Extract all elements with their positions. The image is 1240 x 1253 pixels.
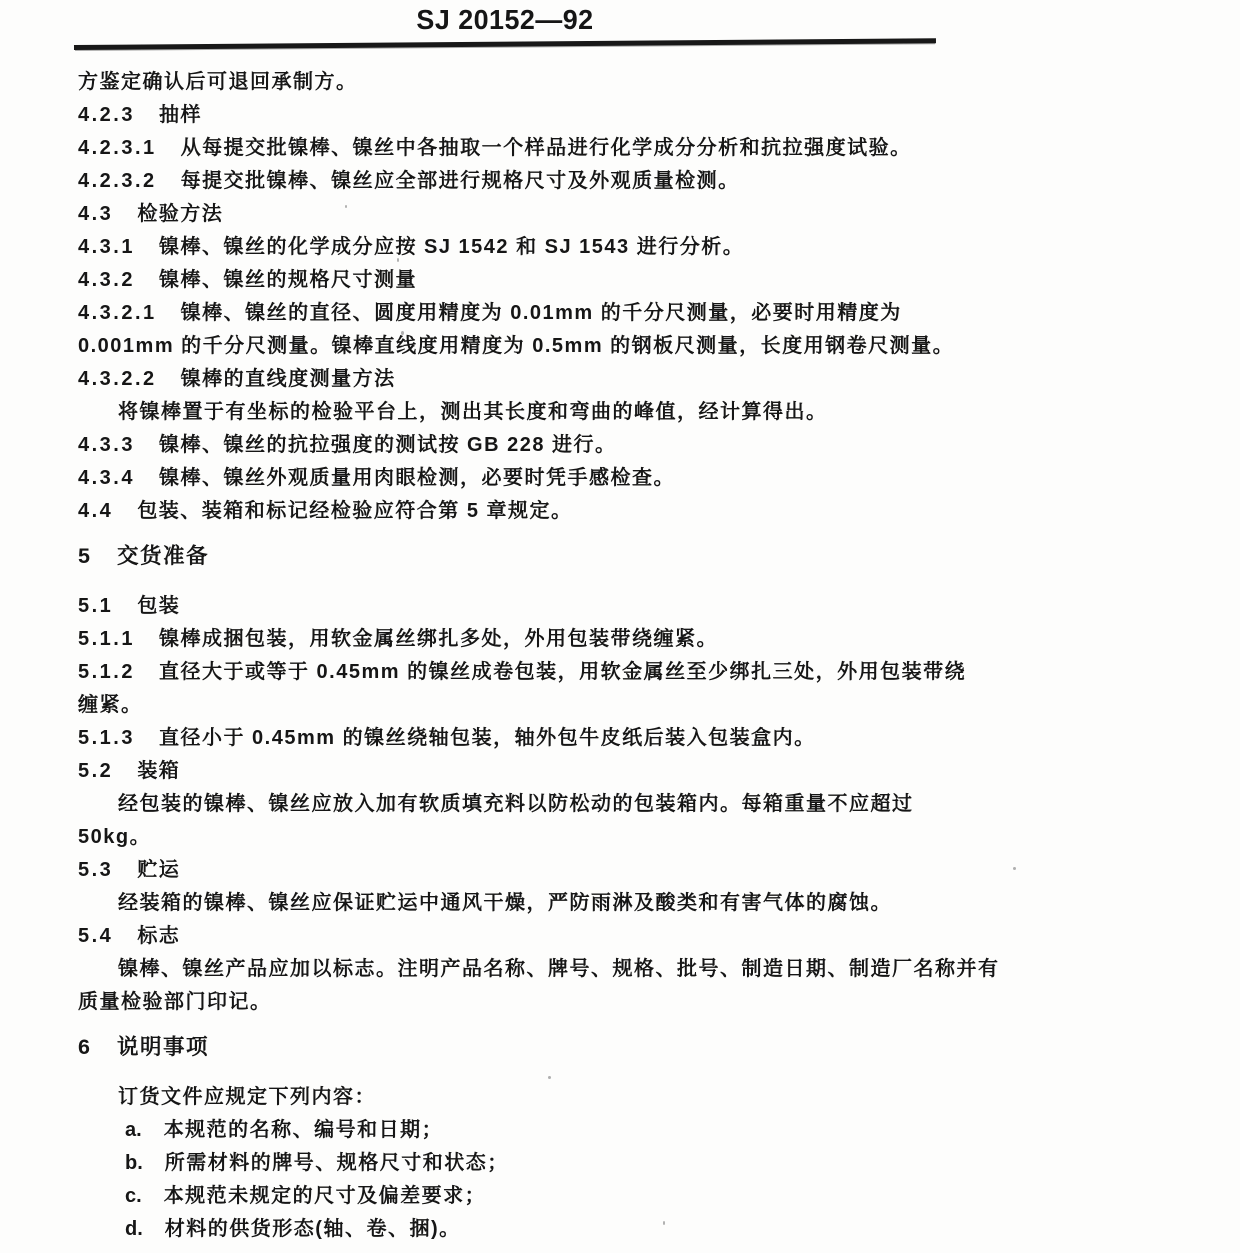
- scan-speck: [345, 205, 347, 208]
- section-number: 5: [78, 544, 90, 568]
- line-text: 包装、装箱和标记经检验应符合第 5 章规定。: [137, 500, 573, 522]
- section-number: 5.4: [78, 925, 114, 947]
- text-line: [78, 788, 978, 821]
- doc-number: SJ 20152—92: [416, 4, 594, 35]
- line-text: 材料的供货形态(轴、卷、捆)。: [164, 1218, 461, 1240]
- text-line: [78, 1081, 978, 1114]
- line-text: 方鉴定确认后可退回承制方。: [78, 71, 358, 93]
- text-line: [78, 722, 978, 755]
- line-text: 检验方法: [137, 203, 224, 225]
- text-line: [78, 755, 978, 788]
- text-line: [78, 231, 978, 264]
- text-line: [78, 821, 978, 854]
- line-text: 贮运: [137, 859, 181, 881]
- line-text: 镍棒的直线度测量方法: [180, 368, 396, 390]
- section-number: 4.4: [78, 500, 114, 522]
- line-text: 缠紧。: [78, 694, 143, 716]
- line-text: 镍棒、镍丝的化学成分应按 SJ 1542 和 SJ 1543 进行分析。: [158, 236, 745, 258]
- section-number: 4.3: [78, 203, 114, 225]
- text-line: [78, 689, 978, 722]
- section-number: 6: [78, 1035, 90, 1059]
- line-text: 镍棒、镍丝外观质量用肉眼检测，必要时凭手感检查。: [158, 467, 675, 489]
- line-text: 镍棒、镍丝的直径、圆度用精度为 0.01mm 的千分尺测量，必要时用精度为: [180, 302, 902, 324]
- section-number: 5.1.1: [78, 628, 135, 650]
- text-line: [78, 429, 978, 462]
- text-line: [78, 1180, 978, 1213]
- text-line: [78, 623, 978, 656]
- line-text: 直径小于 0.45mm 的镍丝绕轴包装，轴外包牛皮纸后装入包装盒内。: [158, 727, 816, 749]
- section-number: 4.3.2: [78, 269, 135, 291]
- document-body: [78, 66, 1000, 1246]
- text-line: [78, 1031, 978, 1064]
- line-text: 标志: [137, 925, 181, 947]
- section-number: 4.2.3: [78, 104, 135, 126]
- section-number: b.: [125, 1152, 143, 1174]
- text-line: [78, 495, 978, 528]
- section-number: 5.1: [78, 595, 114, 617]
- line-text: 镍棒、镍丝的规格尺寸测量: [158, 269, 417, 291]
- scan-speck: [1013, 867, 1016, 870]
- text-line: [78, 540, 978, 573]
- text-line: [78, 854, 978, 887]
- line-text: 镍棒成捆包装，用软金属丝绑扎多处，外用包装带绕缠紧。: [158, 628, 718, 650]
- section-number: 5.2: [78, 760, 114, 782]
- line-text: 本规范的名称、编号和日期；: [163, 1119, 444, 1141]
- line-text: 订货文件应规定下列内容：: [118, 1086, 376, 1108]
- header-rule: [74, 38, 936, 50]
- line-text: 经包装的镍棒、镍丝应放入加有软质填充料以防松动的包装箱内。每箱重量不应超过: [118, 793, 914, 815]
- section-number: a.: [125, 1119, 142, 1141]
- text-line: [78, 462, 978, 495]
- line-text: 镍棒、镍丝产品应加以标志。注明产品名称、牌号、规格、批号、制造日期、制造厂名称并有: [118, 958, 1000, 980]
- section-number: 5.1.2: [78, 661, 135, 683]
- text-line: [78, 363, 978, 396]
- line-text: 质量检验部门印记。: [78, 991, 272, 1013]
- line-text: 将镍棒置于有坐标的检验平台上，测出其长度和弯曲的峰值，经计算得出。: [118, 401, 828, 423]
- text-line: [78, 132, 978, 165]
- text-line: [78, 920, 978, 953]
- line-text: 抽样: [158, 104, 202, 126]
- line-text: 包装: [137, 595, 181, 617]
- text-line: [78, 297, 978, 330]
- section-number: 4.3.2.1: [78, 302, 157, 324]
- text-line: [78, 1114, 978, 1147]
- text-line: [78, 396, 978, 429]
- text-line: [78, 198, 978, 231]
- text-line: [78, 590, 978, 623]
- line-text: 交货准备: [116, 544, 209, 568]
- line-text: 装箱: [137, 760, 181, 782]
- line-text: 直径大于或等于 0.45mm 的镍丝成卷包装，用软金属丝至少绑扎三处，外用包装带绕: [158, 661, 967, 683]
- line-text: 从每提交批镍棒、镍丝中各抽取一个样品进行化学成分分析和抗拉强度试验。: [180, 137, 912, 159]
- text-line: [78, 330, 978, 363]
- section-number: 4.3.3: [78, 434, 135, 456]
- text-line: [78, 656, 978, 689]
- section-number: c.: [125, 1185, 142, 1207]
- text-line: [78, 1147, 978, 1180]
- text-line: [78, 887, 978, 920]
- text-line: [78, 1213, 978, 1246]
- line-text: 所需材料的牌号、规格尺寸和状态；: [164, 1152, 509, 1174]
- line-text: 本规范未规定的尺寸及偏差要求；: [163, 1185, 487, 1207]
- section-number: d.: [125, 1218, 143, 1240]
- scan-speck: [401, 331, 404, 335]
- scan-speck: [548, 1076, 551, 1079]
- section-number: 4.2.3.1: [78, 137, 157, 159]
- section-number: 4.3.4: [78, 467, 135, 489]
- line-text: 50kg。: [78, 826, 152, 848]
- text-line: [78, 953, 1000, 986]
- scan-speck: [397, 258, 399, 262]
- section-number: 5.1.3: [78, 727, 135, 749]
- section-number: 5.3: [78, 859, 114, 881]
- section-number: 4.2.3.2: [78, 170, 157, 192]
- text-line: [78, 66, 978, 99]
- line-text: 说明事项: [116, 1035, 209, 1059]
- section-number: 4.3.1: [78, 236, 135, 258]
- line-text: 每提交批镍棒、镍丝应全部进行规格尺寸及外观质量检测。: [180, 170, 740, 192]
- section-number: 4.3.2.2: [78, 368, 157, 390]
- scan-speck: [663, 1221, 665, 1225]
- text-line: [78, 99, 978, 132]
- line-text: 经装箱的镍棒、镍丝应保证贮运中通风干燥，严防雨淋及酸类和有害气体的腐蚀。: [118, 892, 892, 914]
- text-line: [78, 264, 978, 297]
- text-line: [78, 165, 978, 198]
- line-text: 镍棒、镍丝的抗拉强度的测试按 GB 228 进行。: [158, 434, 617, 456]
- line-text: 0.001mm 的千分尺测量。镍棒直线度用精度为 0.5mm 的钢板尺测量，长度用钢卷尺测量。: [78, 335, 955, 357]
- text-line: [78, 986, 978, 1019]
